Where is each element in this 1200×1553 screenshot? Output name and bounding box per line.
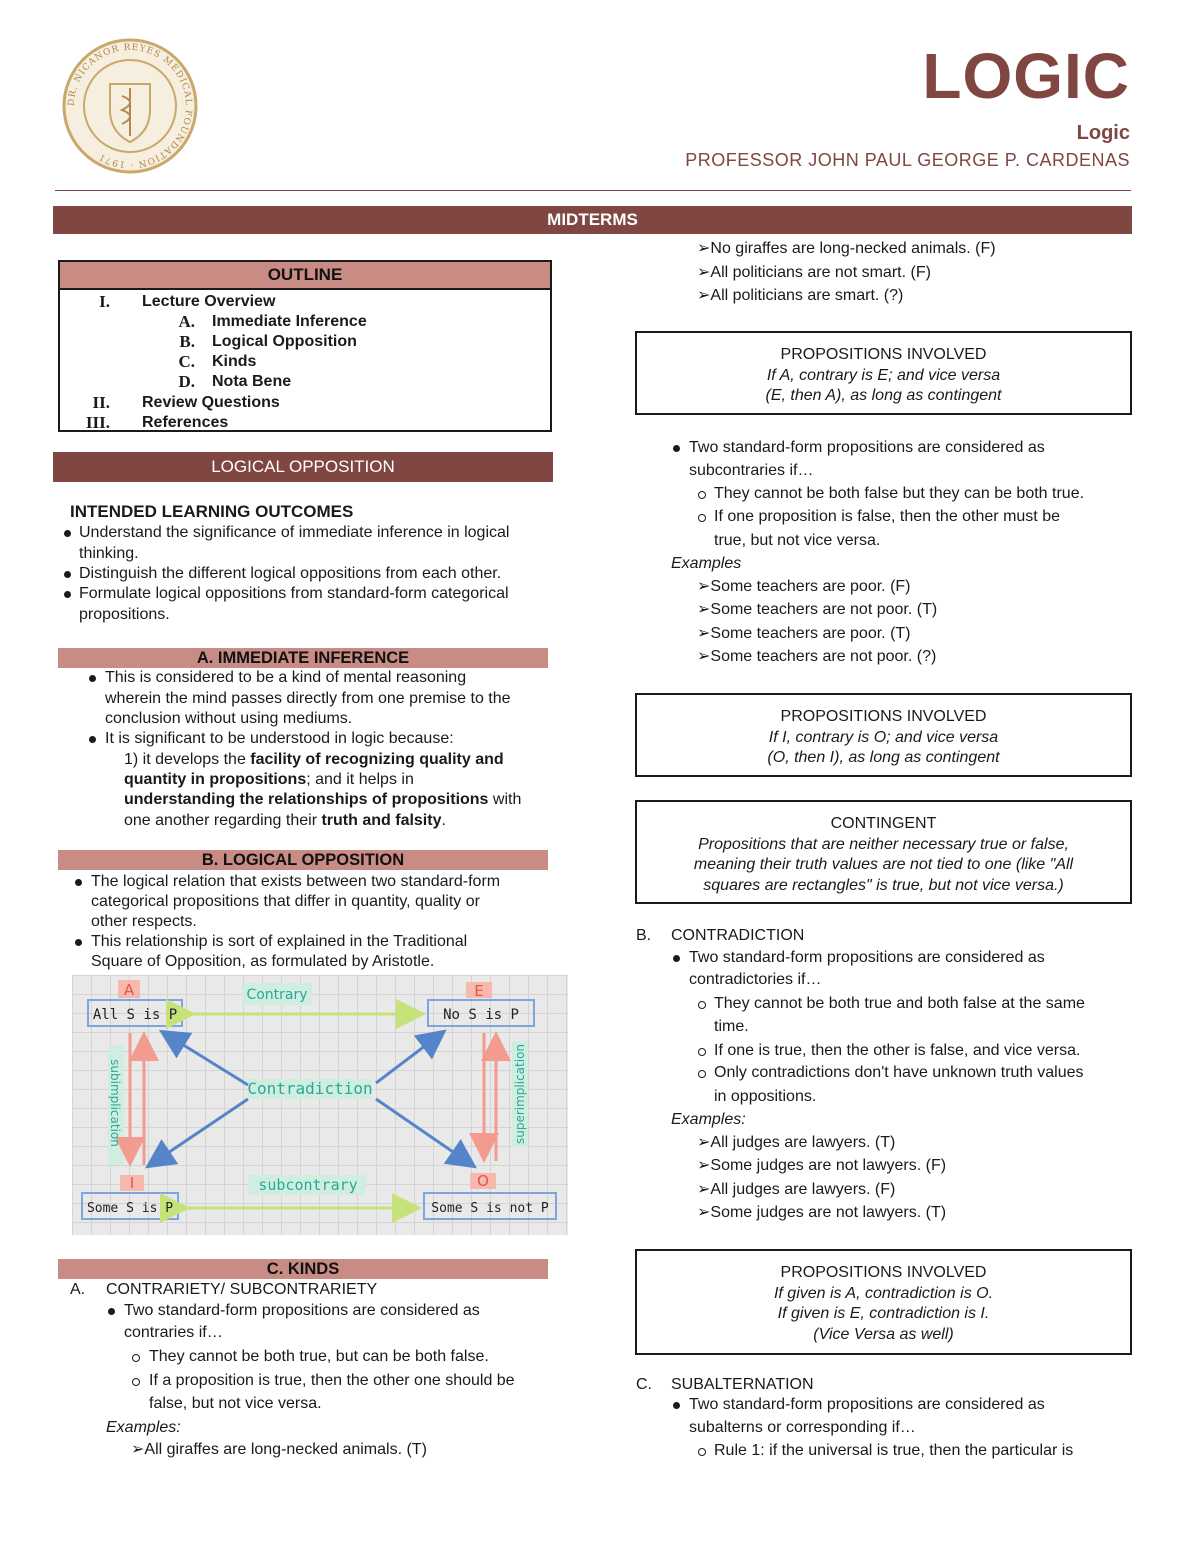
subheading: CONTRADICTION xyxy=(671,927,805,944)
list-number: C. xyxy=(636,1376,652,1393)
box-title: PROPOSITIONS INVOLVED xyxy=(780,346,987,363)
sub-bullet xyxy=(698,1001,706,1009)
bullet-dot xyxy=(673,1402,680,1409)
body-line: wherein the mind passes directly from one premise to the xyxy=(105,690,511,707)
body-line: true, but not vice versa. xyxy=(714,532,881,549)
box-some-s-is-not-p: Some S is not P xyxy=(431,1201,549,1216)
body-line: quantity in propositions; and it helps in xyxy=(124,771,414,788)
sub-bullet xyxy=(698,514,706,522)
body-line: They cannot be both true and both false at the same xyxy=(714,995,1085,1012)
foundation-seal-logo xyxy=(62,38,198,174)
subject-name: Logic xyxy=(1076,122,1130,144)
letter-o: O xyxy=(477,1172,489,1190)
bullet-dot xyxy=(89,675,96,682)
bullet-dot xyxy=(108,1308,115,1315)
body-line: Two standard-form propositions are considered as xyxy=(689,1396,1045,1413)
body-line: 1) it develops the facility of recognizing quality and xyxy=(124,751,504,768)
bullet-dot xyxy=(673,955,680,962)
list-number: B. xyxy=(636,927,652,944)
box-line: (E, then A), as long as contingent xyxy=(765,387,1002,404)
body-line: categorical propositions that differ in quantity, quality or xyxy=(91,893,480,910)
outline-box: OUTLINE I. Lecture Overview A. Immediate Inference B. Logical Opposition C. Kinds D. Nota Bene II. Review Questions III. References xyxy=(58,260,552,432)
logical-opposition-heading: B. LOGICAL OPPOSITION xyxy=(58,850,548,870)
box-line: (O, then I), as long as contingent xyxy=(767,749,1000,766)
propositions-involved-box xyxy=(635,1249,1132,1355)
body-line: It is significant to be understood in logic because: xyxy=(105,730,454,747)
ilo-item: Understand the significance of immediate inference in logical xyxy=(79,524,510,541)
example-line: ➢Some judges are not lawyers. (T) xyxy=(697,1204,947,1221)
list-number: A. xyxy=(70,1281,86,1298)
kinds-heading: C. KINDS xyxy=(58,1259,548,1279)
example-line: ➢All giraffes are long-necked animals. (T) xyxy=(131,1441,427,1458)
label-subcontrary: subcontrary xyxy=(258,1176,358,1194)
sub-bullet xyxy=(698,1070,706,1078)
subheading: CONTRARIETY/ SUBCONTRARIETY xyxy=(106,1281,378,1298)
examples-label: Examples: xyxy=(671,1111,746,1128)
body-line: Rule 1: if the universal is true, then the particular is xyxy=(714,1442,1074,1459)
body-line: This relationship is sort of explained in the Traditional xyxy=(91,933,468,950)
diagram-graphic xyxy=(72,975,568,1235)
body-line: Two standard-form propositions are considered as xyxy=(689,949,1045,966)
body-line: Only contradictions don't have unknown truth values xyxy=(714,1064,1084,1081)
box-no-s-is-p: No S is P xyxy=(443,1007,519,1023)
section-title: LOGICAL OPPOSITION xyxy=(53,452,553,482)
box-line: If given is E, contradiction is I. xyxy=(777,1305,990,1322)
body-line: If a proposition is true, then the other one should be xyxy=(149,1372,515,1389)
example-line: ➢All judges are lawyers. (F) xyxy=(697,1181,896,1198)
example-line: ➢All politicians are not smart. (F) xyxy=(697,264,931,281)
letter-e: E xyxy=(474,982,484,1000)
box-title: PROPOSITIONS INVOLVED xyxy=(780,1264,987,1281)
example-line: ➢No giraffes are long-necked animals. (F) xyxy=(697,240,996,257)
example-line: ➢Some teachers are not poor. (?) xyxy=(697,648,937,665)
ilo-item: Distinguish the different logical oppositions from each other. xyxy=(79,565,502,582)
document-title: LOGIC xyxy=(922,40,1130,112)
box-all-s-is-p: All S is P xyxy=(92,1007,178,1023)
box-line: squares are rectangles" is true, but not vice versa.) xyxy=(703,876,1064,894)
label-contradiction: Contradiction xyxy=(247,1079,373,1098)
box-line: If I, contrary is O; and vice versa xyxy=(768,728,999,746)
letter-i: I xyxy=(129,1174,135,1192)
letter-a: A xyxy=(123,981,135,999)
box-line: If given is A, contradiction is O. xyxy=(773,1284,994,1302)
box-line: meaning their truth values are not tied to one (like "All xyxy=(693,856,1074,873)
body-line: This is considered to be a kind of mental reasoning xyxy=(105,669,467,686)
body-line: time. xyxy=(714,1018,749,1035)
body-line: subcontraries if… xyxy=(689,462,814,479)
square-of-opposition-diagram xyxy=(72,975,568,1235)
body-line: understanding the relationships of propositions with xyxy=(124,791,522,808)
bullet-dot xyxy=(64,571,71,578)
ilo-item: thinking. xyxy=(79,545,139,562)
body-line: If one is true, then the other is false, and vice versa. xyxy=(714,1042,1081,1059)
body-line: other respects. xyxy=(91,913,197,930)
propositions-involved-box xyxy=(635,693,1132,777)
body-line: They cannot be both true, but can be both false. xyxy=(149,1348,489,1365)
example-line: ➢Some teachers are not poor. (T) xyxy=(697,601,938,618)
ilo-item: Formulate logical oppositions from standard-form categorical xyxy=(79,585,509,602)
outline-heading: OUTLINE xyxy=(60,262,550,290)
bullet-dot xyxy=(64,591,71,598)
midterms-banner: MIDTERMS xyxy=(53,206,1132,234)
sub-bullet xyxy=(698,1448,706,1456)
examples-label: Examples: xyxy=(106,1419,181,1436)
box-some-s-is-p: Some S is P xyxy=(86,1201,174,1216)
body-line: one another regarding their truth and falsity. xyxy=(124,812,446,829)
example-line: ➢Some teachers are poor. (T) xyxy=(697,625,911,642)
sub-bullet xyxy=(698,1048,706,1056)
ilo-item: propositions. xyxy=(79,606,170,623)
label-superimplication: superimplication xyxy=(513,1043,527,1145)
body-line: in oppositions. xyxy=(714,1088,817,1105)
body-line: They cannot be both false but they can be both true. xyxy=(714,485,1085,502)
bullet-dot xyxy=(64,530,71,537)
bullet-dot xyxy=(89,736,96,743)
body-line: contraries if… xyxy=(124,1324,223,1341)
box-line: (Vice Versa as well) xyxy=(813,1325,954,1343)
box-title: PROPOSITIONS INVOLVED xyxy=(780,708,987,725)
propositions-involved-box xyxy=(635,331,1132,415)
header-divider xyxy=(55,190,1131,191)
example-line: ➢Some teachers are poor. (F) xyxy=(697,578,911,595)
body-line: subalterns or corresponding if… xyxy=(689,1419,916,1436)
body-line: The logical relation that exists between two standard-form xyxy=(91,873,501,890)
immediate-inference-heading: A. IMMEDIATE INFERENCE xyxy=(58,648,548,668)
body-line: If one proposition is false, then the other must be xyxy=(714,508,1060,525)
label-contrary: Contrary xyxy=(246,987,308,1003)
examples-label: Examples xyxy=(671,555,742,572)
body-line: contradictories if… xyxy=(689,971,822,988)
box-line: If A, contrary is E; and vice versa xyxy=(766,366,1001,384)
box-line: Propositions that are neither necessary true or false, xyxy=(698,835,1069,853)
example-line: ➢All politicians are smart. (?) xyxy=(697,287,904,304)
bullet-dot xyxy=(75,879,82,886)
box-title: CONTINGENT xyxy=(830,815,937,832)
label-subimplication: subimplication xyxy=(108,1059,122,1147)
body-line: conclusion without using mediums. xyxy=(105,710,353,727)
contingent-box xyxy=(635,800,1132,904)
body-line: Two standard-form propositions are considered as xyxy=(689,439,1045,456)
svg-text:DR. NICANOR REYES MEDICAL FOUN: DR. NICANOR REYES MEDICAL FOUNDATION · 1971 xyxy=(66,42,194,170)
bullet-dot xyxy=(75,939,82,946)
body-line: Two standard-form propositions are considered as xyxy=(124,1302,480,1319)
subheading: SUBALTERNATION xyxy=(671,1376,814,1393)
sub-bullet xyxy=(698,491,706,499)
bullet-dot xyxy=(673,445,680,452)
body-line: false, but not vice versa. xyxy=(149,1395,322,1412)
example-line: ➢All judges are lawyers. (T) xyxy=(697,1134,896,1151)
sub-bullet xyxy=(132,1378,140,1386)
professor-name: PROFESSOR JOHN PAUL GEORGE P. CARDENAS xyxy=(685,150,1130,170)
body-line: Square of Opposition, as formulated by Aristotle. xyxy=(91,953,435,970)
ilo-heading: INTENDED LEARNING OUTCOMES xyxy=(70,502,354,521)
sub-bullet xyxy=(132,1354,140,1362)
example-line: ➢Some judges are not lawyers. (F) xyxy=(697,1157,947,1174)
